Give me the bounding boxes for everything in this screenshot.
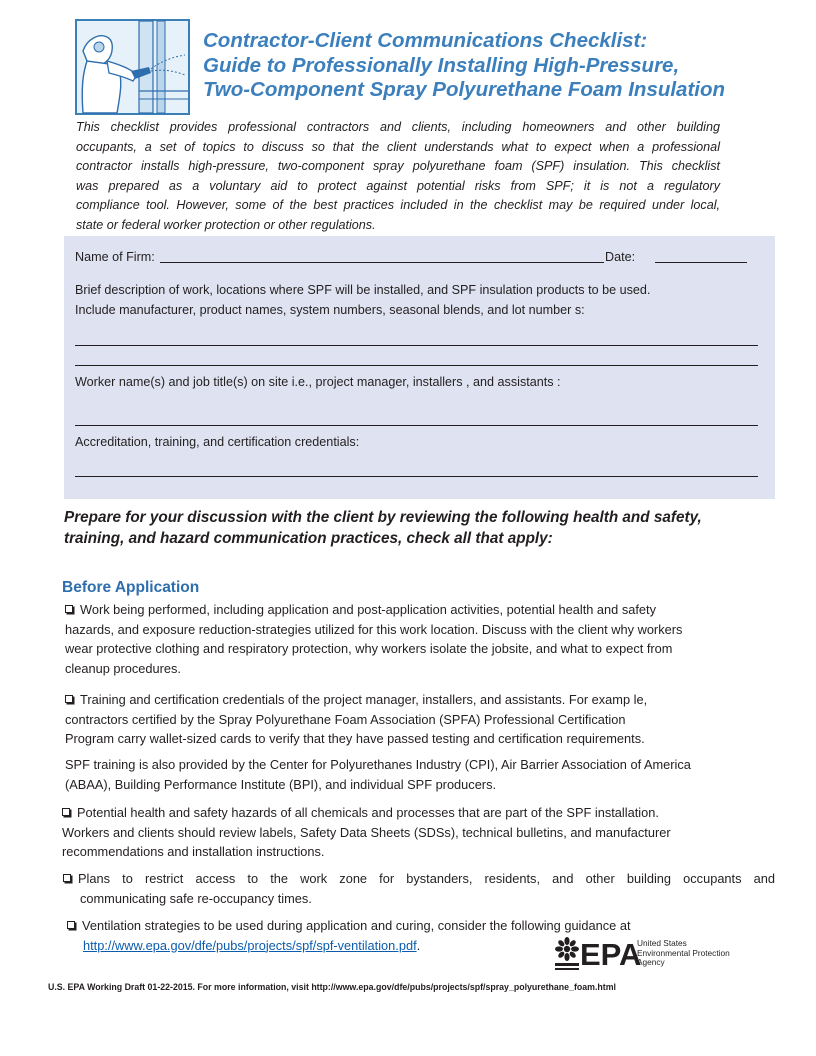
checklist-text: Ventilation strategies to be used during application and curing, consider the following guidance at <box>82 918 631 933</box>
link-suffix: . <box>416 937 421 953</box>
description-line: Brief description of work, locations where SPF will be installed, and SPF insulation products to be used. <box>75 283 651 297</box>
intro-line: contractor installs high-pressure, two-component spray polyurethane foam (SPF) insulation. This checklist <box>76 159 720 174</box>
spray-worker-illustration <box>77 21 188 113</box>
footer-note: U.S. EPA Working Draft 01-22-2015. For more information, visit http://www.epa.gov/dfe/pubs/projects/spf/spray_polyurethane_foam.html <box>48 982 616 992</box>
description-line: Include manufacturer, product names, system numbers, seasonal blends, and lot number s: <box>75 303 585 317</box>
checklist-line: hazards, and exposure reduction-strategies utilized for this work location. Discuss with the client why workers <box>65 621 683 637</box>
project-info-form <box>64 236 775 499</box>
epa-wordmark: EPA <box>580 937 642 972</box>
prepare-line: training, and hazard communication practices, check all that apply: <box>64 530 553 547</box>
firm-name-label: Name of Firm: <box>75 250 155 264</box>
epa-agency-name <box>637 939 730 968</box>
checklist-line <box>65 600 682 620</box>
checklist-line: cleanup procedures. <box>65 660 181 676</box>
prepare-line: Prepare for your discussion with the client by reviewing the following health and safety, <box>64 509 702 526</box>
workers-field-line[interactable] <box>75 425 758 426</box>
title-line: Contractor-Client Communications Checklist: <box>203 29 648 52</box>
checkbox[interactable] <box>67 921 75 929</box>
checklist-item <box>65 690 647 749</box>
workers-label: Worker name(s) and job title(s) on site i.e., project manager, installers , and assistants : <box>75 375 561 389</box>
checklist-line: SPF training is also provided by the Center for Polyurethanes Industry (CPI), Air Barrier Association of America <box>65 757 691 772</box>
checklist-text: Potential health and safety hazards of all chemicals and processes that are part of the SPF installation. <box>77 805 659 820</box>
description-field-line[interactable] <box>75 345 758 346</box>
prepare-instructions <box>64 507 784 549</box>
agency-line: Agency <box>637 957 665 967</box>
checklist-line: contractors certified by the Spray Polyurethane Foam Association (SPFA) Professional Certification <box>65 711 626 727</box>
agency-line: Environmental Protection <box>637 947 730 958</box>
checklist-item <box>65 600 682 678</box>
description-field-line[interactable] <box>75 365 758 366</box>
epa-logo <box>555 937 755 971</box>
checklist-text: Training and certification credentials of the project manager, installers, and assistants. For examp le, <box>80 692 648 707</box>
checklist-line <box>62 803 671 823</box>
page-title <box>203 29 803 103</box>
checklist-line <box>63 869 775 889</box>
intro-line: state or federal worker protection or other regulations. <box>76 217 376 232</box>
checkbox[interactable] <box>65 605 73 613</box>
firm-name-field[interactable] <box>160 262 604 263</box>
checklist-item-note <box>65 755 691 794</box>
checklist-line: Program carry wallet-sized cards to verify that they have passed testing and certification requirements. <box>65 731 645 747</box>
checklist-line <box>65 690 647 710</box>
title-line: Two-Component Spray Polyurethane Foam Insulation <box>203 78 726 101</box>
credentials-label: Accreditation, training, and certification credentials: <box>75 435 360 449</box>
checklist-line <box>67 936 631 956</box>
intro-line: occupants, a set of topics to discuss so that the client understands what to expect when a professional <box>76 139 720 154</box>
checklist-line: (ABAA), Building Performance Institute (BPI), and individual SPF producers. <box>65 776 497 792</box>
checklist-line: Workers and clients should review labels, Safety Data Sheets (SDSs), technical bulletins, and manufacturer <box>62 824 671 840</box>
checkbox[interactable] <box>65 695 73 703</box>
date-label: Date: <box>605 250 636 264</box>
ventilation-guidance-link[interactable]: http://www.epa.gov/dfe/pubs/projects/spf/spf-ventilation.pdf <box>83 937 417 953</box>
checklist-line: recommendations and installation instructions. <box>62 844 325 860</box>
intro-line: compliance tool. However, some of the best practices included in the checklist may be required under local, <box>76 198 720 213</box>
checklist-line: wear protective clothing and respiratory protection, why workers isolate the jobsite, and what to expect from <box>65 641 673 657</box>
section-heading-before-application: Before Application <box>62 579 200 596</box>
intro-paragraph <box>76 118 720 236</box>
header-illustration <box>75 19 190 115</box>
checklist-item <box>63 869 775 908</box>
intro-line: was prepared as a voluntary aid to protect against potential risks from SPF; it is not a regulatory <box>76 178 720 193</box>
checklist-text: Plans to restrict access to the work zone for bystanders, residents, and other building occupants and <box>78 871 775 886</box>
intro-line: This checklist provides professional contractors and clients, including homeowners and other building <box>76 120 720 134</box>
title-line: Guide to Professionally Installing High-Pressure, <box>203 53 680 77</box>
checklist-text: Work being performed, including application and post-application activities, potential health and safety <box>80 602 656 617</box>
checklist-line: communicating safe re-occupancy times. <box>80 890 312 906</box>
credentials-field-line[interactable] <box>75 476 758 477</box>
epa-flower-logo <box>555 937 642 972</box>
agency-line: United States <box>637 938 687 948</box>
checklist-line <box>67 916 631 936</box>
checkbox[interactable] <box>62 808 70 816</box>
description-label <box>75 280 650 320</box>
checkbox[interactable] <box>63 874 71 882</box>
checklist-item <box>67 916 631 955</box>
checklist-item <box>62 803 671 862</box>
date-field[interactable] <box>655 262 747 263</box>
